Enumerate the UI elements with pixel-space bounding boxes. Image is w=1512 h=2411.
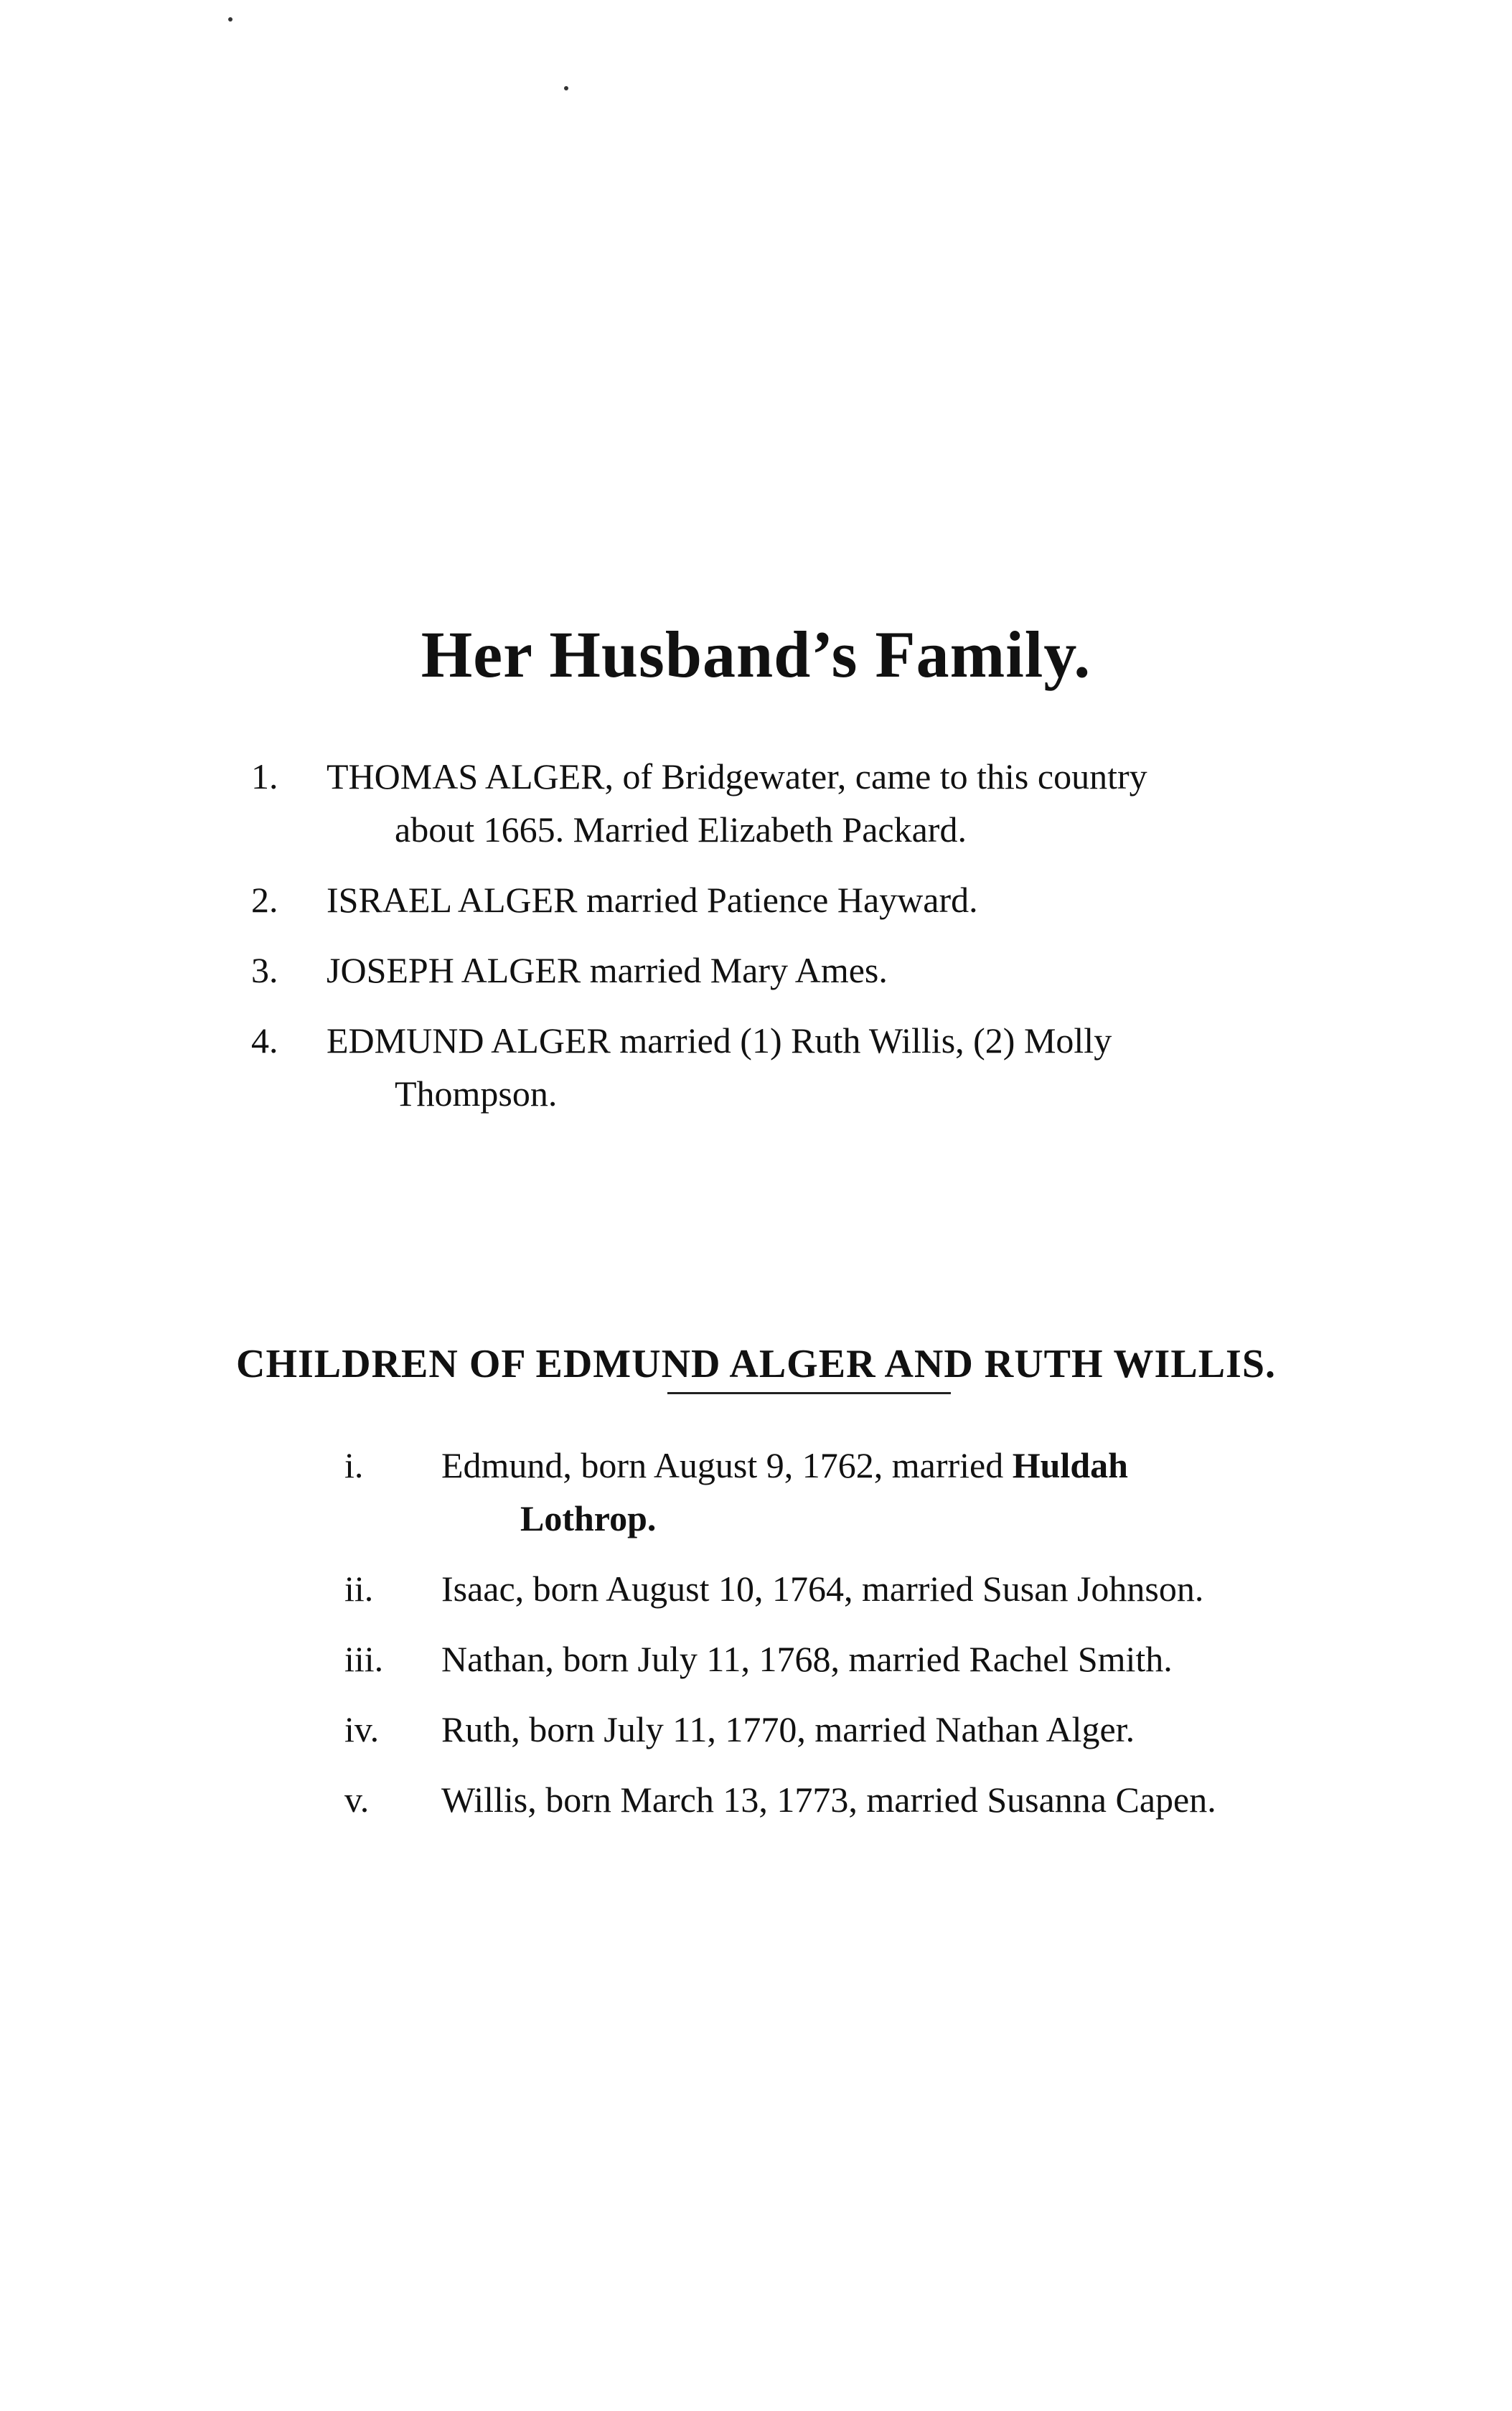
page-speck <box>564 86 568 90</box>
child-text: Isaac, born August 10, 1764, married Susan Johnson. <box>441 1569 1204 1609</box>
page-title: Her Husband’s Family. <box>421 617 1091 691</box>
child-spouse-name: Huldah <box>1012 1445 1128 1485</box>
child-entry <box>344 1703 1381 1756</box>
child-text: Nathan, born July 11, 1768, married Rachel Smith. <box>441 1639 1173 1679</box>
children-list <box>344 1439 1381 1843</box>
lineage-line: Thompson. <box>395 1073 558 1114</box>
child-numeral: ii. <box>344 1569 374 1609</box>
children-heading: CHILDREN OF EDMUND ALGER AND RUTH WILLIS. <box>236 1342 1276 1387</box>
lineage-entry <box>251 944 1378 997</box>
lineage-number: 3. <box>251 950 278 990</box>
lineage-line: ISRAEL ALGER married Patience Hayward. <box>327 880 978 920</box>
page-speck <box>228 17 233 22</box>
child-text: Edmund, born August 9, 1762, married <box>441 1445 1013 1485</box>
child-text: Ruth, born July 11, 1770, married Nathan Alger. <box>441 1709 1135 1749</box>
lineage-line: EDMUND ALGER married (1) Ruth Willis, (2) Molly <box>327 1020 1112 1061</box>
child-entry <box>344 1439 1381 1545</box>
lineage-number: 4. <box>251 1020 278 1061</box>
lineage-number: 2. <box>251 880 278 920</box>
child-numeral: i. <box>344 1445 364 1485</box>
child-spouse-name: Lothrop. <box>520 1498 657 1538</box>
lineage-entry <box>251 1014 1378 1120</box>
lineage-line: THOMAS ALGER, of Bridgewater, came to this country <box>327 756 1147 796</box>
lineage-entry <box>251 873 1378 926</box>
child-numeral: iv. <box>344 1709 380 1749</box>
divider-rule <box>667 1392 951 1394</box>
child-numeral: iii. <box>344 1639 384 1679</box>
child-numeral: v. <box>344 1780 370 1820</box>
child-entry <box>344 1773 1381 1826</box>
lineage-entry <box>251 750 1378 856</box>
child-entry <box>344 1562 1381 1615</box>
child-text: Willis, born March 13, 1773, married Susanna Capen. <box>441 1780 1216 1820</box>
lineage-line: JOSEPH ALGER married Mary Ames. <box>327 950 888 990</box>
lineage-list <box>251 750 1378 1137</box>
child-entry <box>344 1632 1381 1686</box>
lineage-line: about 1665. Married Elizabeth Packard. <box>395 809 967 850</box>
lineage-number: 1. <box>251 756 278 796</box>
